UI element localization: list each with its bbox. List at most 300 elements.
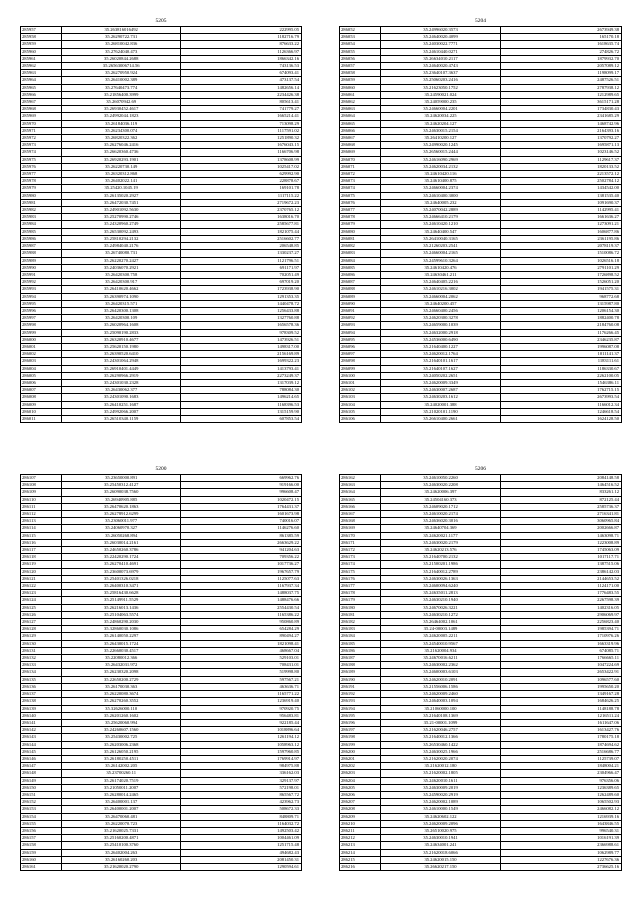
id-cell: 286130 [21, 640, 62, 647]
table-row [340, 784, 622, 791]
table-row [340, 619, 622, 626]
value-cell: 1624128.50 [501, 415, 622, 422]
value-cell: 597567.21 [181, 676, 302, 683]
id-cell: 286205 [340, 784, 381, 791]
code-cell: 35.24630007.2687 [381, 387, 501, 394]
value-cell: 1198099.17 [501, 70, 622, 77]
value-cell: 691171.97 [181, 264, 302, 271]
code-cell: 35.26280014.2465 [61, 791, 181, 798]
id-cell: 286097 [340, 351, 381, 358]
table-row [340, 849, 622, 856]
id-cell: 286170 [340, 532, 381, 539]
id-cell: 286082 [340, 243, 381, 250]
value-cell: 1168396.53 [181, 401, 302, 408]
code-cell: 35.25270990.2746 [61, 214, 181, 221]
value-cell: 165170.18 [501, 34, 622, 41]
id-cell: 286148 [21, 770, 62, 777]
value-cell: 2346235.87 [501, 336, 622, 343]
table-row [340, 568, 622, 575]
id-cell: 285966 [21, 91, 62, 98]
code-cell: 35.24590020.2919 [381, 791, 501, 798]
table-row [340, 235, 622, 242]
value-cell: 1125739.07 [501, 755, 622, 762]
code-cell: 35.24992066.2007 [61, 408, 181, 415]
id-cell: 286059 [340, 77, 381, 84]
value-cell: 3615171.28 [501, 99, 622, 106]
code-cell: 35.24670026.3221 [381, 604, 501, 611]
id-cell: 286181 [340, 611, 381, 618]
id-cell: 285995 [21, 300, 62, 307]
table-row [21, 532, 302, 539]
value-cell: 2078119.37 [501, 243, 622, 250]
id-cell: 286129 [21, 633, 62, 640]
id-cell: 286153 [21, 806, 62, 813]
value-cell: 674085.71 [501, 647, 622, 654]
id-cell: 286115 [21, 532, 62, 539]
value-cell: 1597960.85 [181, 748, 302, 755]
value-cell: 2057089.12 [501, 63, 622, 70]
table-row [21, 734, 302, 741]
code-cell: 35.24609020.1712 [381, 503, 501, 510]
code-cell: 35.26820322.362 [61, 135, 181, 142]
table-row [340, 149, 622, 156]
code-cell: 35.24650260.3786 [61, 547, 181, 554]
value-cell: 1164032.72 [181, 820, 302, 827]
table-row [340, 214, 622, 221]
value-cell: 1261194.12 [181, 734, 302, 741]
page-panel-4 [339, 464, 622, 871]
table-row [21, 336, 302, 343]
table-row [21, 300, 302, 307]
table-row [340, 286, 622, 293]
value-cell: 2164393.16 [501, 127, 622, 134]
table-row [21, 849, 302, 856]
id-cell: 286068 [340, 142, 381, 149]
page-panel-3 [20, 464, 302, 871]
table-row [340, 264, 622, 271]
table-row [21, 503, 302, 510]
table-row [21, 401, 302, 408]
id-cell: 286142 [21, 727, 62, 734]
id-cell: 286084 [340, 257, 381, 264]
code-cell: 35.26920293.1901 [61, 156, 181, 163]
value-cell: 508672.33 [181, 806, 302, 813]
table-row [340, 343, 622, 350]
code-cell: 35.24996020.3573 [381, 27, 501, 34]
id-cell: 286190 [340, 676, 381, 683]
code-cell: 35.24590021.024 [381, 91, 501, 98]
id-cell: 286141 [21, 719, 62, 726]
value-cell: 1182716.79 [181, 34, 302, 41]
code-cell: 35.24635011.2813 [381, 590, 501, 597]
code-cell: 35.263816016492 [61, 27, 181, 34]
code-cell: 35.24640020.4099 [381, 34, 501, 41]
id-cell: 286159 [21, 849, 62, 856]
code-cell: 35.26740080.731 [61, 250, 181, 257]
id-cell: 286109 [21, 489, 62, 496]
value-cell: 2081450.31 [181, 856, 302, 863]
table-row [21, 351, 302, 358]
table-row [21, 99, 302, 106]
table-row [21, 619, 302, 626]
code-cell: 35.26270260.3552 [61, 698, 181, 705]
code-cell: 35.24640704.369 [381, 525, 501, 532]
code-cell: 35.26390974.1090 [61, 293, 181, 300]
value-cell: 1665214.41 [181, 113, 302, 120]
code-cell: 35.27640473.774 [61, 84, 181, 91]
code-cell: 35.25420.1045.19 [61, 185, 181, 192]
value-cell: 861385.59 [181, 532, 302, 539]
id-cell: 286006 [21, 379, 62, 386]
code-cell: 35.26216013.1436 [61, 604, 181, 611]
code-cell: 35.24620012.1764 [381, 351, 501, 358]
code-cell: 35.24990020.1245 [381, 142, 501, 149]
id-cell: 285999 [21, 329, 62, 336]
table-row [21, 55, 302, 62]
code-cell: 35.26320910.4677 [61, 336, 181, 343]
code-cell: 35.24620602.122 [381, 813, 501, 820]
table-row [21, 221, 302, 228]
value-cell: 1510086.72 [501, 250, 622, 257]
value-cell: 206548.85 [181, 243, 302, 250]
table-row [340, 127, 622, 134]
value-cell: 1661636.27 [501, 214, 622, 221]
table-row [21, 235, 302, 242]
table-row [21, 120, 302, 127]
value-cell: 2256823.40 [501, 619, 622, 626]
value-cell: 1317039.12 [181, 379, 302, 386]
table-row [340, 496, 622, 503]
table-row [340, 228, 622, 235]
table-row [340, 683, 622, 690]
id-cell: 286003 [21, 358, 62, 365]
table-row [340, 575, 622, 582]
id-cell: 286182 [340, 619, 381, 626]
value-cell: 1142995.41 [501, 207, 622, 214]
code-cell: 35.24630002.2362 [381, 662, 501, 669]
code-cell: 35.26430015.1724 [61, 640, 181, 647]
table-row [340, 705, 622, 712]
table-row [340, 503, 622, 510]
value-cell: 1291353.35 [181, 293, 302, 300]
id-cell: 286076 [340, 199, 381, 206]
table-row [340, 401, 622, 408]
id-cell: 285964 [21, 77, 62, 84]
id-cell: 286140 [21, 712, 62, 719]
value-cell: 2736625.16 [501, 863, 622, 870]
code-cell: 35.24630203.1612 [381, 394, 501, 401]
id-cell: 286086 [340, 271, 381, 278]
value-cell: 1995650.20 [501, 683, 622, 690]
id-cell: 285971 [21, 127, 62, 134]
id-cell: 286080 [340, 228, 381, 235]
id-cell: 286192 [340, 691, 381, 698]
table-row [21, 171, 302, 178]
id-cell: 286200 [340, 748, 381, 755]
code-cell: 35.26184036.119 [61, 120, 181, 127]
table-row [21, 286, 302, 293]
code-cell: 35.26470620.1863 [61, 503, 181, 510]
code-cell: 35.21640012.1366 [381, 734, 501, 741]
id-cell: 286075 [340, 192, 381, 199]
id-cell: 286083 [340, 250, 381, 257]
code-cell: 35.26270950.924 [61, 70, 181, 77]
id-cell: 285974 [21, 149, 62, 156]
code-cell: 35.23060011.977 [61, 518, 181, 525]
value-cell: 1723938.90 [181, 286, 302, 293]
value-cell: 956483.81 [181, 712, 302, 719]
table-row [340, 669, 622, 676]
code-cell: 35.24620034.225 [381, 113, 501, 120]
value-cell: 1764431.37 [181, 503, 302, 510]
value-cell: 1370792.27 [501, 135, 622, 142]
id-cell: 286133 [21, 662, 62, 669]
id-cell: 286067 [340, 135, 381, 142]
value-cell: 1882400.78 [501, 315, 622, 322]
id-cell: 286191 [340, 683, 381, 690]
id-cell: 285977 [21, 171, 62, 178]
value-cell: 1676043.15 [181, 142, 302, 149]
table-row [340, 719, 622, 726]
value-cell: 2791101.29 [501, 264, 622, 271]
table-row [340, 257, 622, 264]
id-cell: 286214 [340, 849, 381, 856]
value-cell: 1473926.51 [181, 336, 302, 343]
table-row [21, 561, 302, 568]
code-cell: 35.26142002.205 [61, 763, 181, 770]
code-cell: 35.25430002.725 [61, 734, 181, 741]
table-row [21, 539, 302, 546]
code-cell: 35.24610400.3000 [381, 192, 501, 199]
table-row [21, 415, 302, 422]
table-row [340, 293, 622, 300]
code-cell: 35.24610420.1210 [381, 221, 501, 228]
value-cell: 1212989.65 [501, 91, 622, 98]
code-cell: 35.26410251.1687 [61, 401, 181, 408]
id-cell: 286065 [340, 120, 381, 127]
code-cell: 35.23640107.3637 [381, 70, 501, 77]
code-cell: 35.26020964.1608 [61, 322, 181, 329]
id-cell: 285957 [21, 27, 62, 34]
code-cell: 35.24504160.373 [381, 496, 501, 503]
code-cell: 35.26620360.4736 [61, 149, 181, 156]
code-cell: 35.26270410.4691 [61, 561, 181, 568]
code-cell: 35.26220080.3674 [61, 691, 181, 698]
id-cell: 286005 [21, 372, 62, 379]
value-cell: 1096577.60 [501, 676, 622, 683]
value-cell: 833261.12 [501, 489, 622, 496]
value-cell: 222995.05 [181, 27, 302, 34]
code-cell: 35.24301064.2948 [61, 358, 181, 365]
code-cell: 35.25090190.2833 [61, 329, 181, 336]
table-row [21, 156, 302, 163]
table-row [21, 257, 302, 264]
code-cell: 35.21640108.1369 [381, 712, 501, 719]
value-cell: 2386142.03 [501, 568, 622, 575]
table-row [21, 91, 302, 98]
table-row [340, 91, 622, 98]
table-row [21, 372, 302, 379]
table-row [340, 120, 622, 127]
code-cell: 35.24620006.397 [381, 489, 501, 496]
value-cell: 876633.22 [181, 41, 302, 48]
table-row [21, 741, 302, 748]
code-cell: 35.26174020.7519 [61, 777, 181, 784]
id-cell: 286178 [340, 590, 381, 597]
code-cell: 35.26940905.885 [61, 496, 181, 503]
code-cell: 35.26220270.2427 [61, 257, 181, 264]
value-cell: 1004461.09 [181, 835, 302, 842]
id-cell: 285975 [21, 156, 62, 163]
value-cell: 1482656.14 [181, 84, 302, 91]
code-cell: 35.26432031.972 [61, 662, 181, 669]
id-cell: 285982 [21, 207, 62, 214]
table-row [340, 763, 622, 770]
code-cell: 35.21050011.2007 [61, 784, 181, 791]
table-row [21, 719, 302, 726]
table-row [21, 379, 302, 386]
table-row [340, 63, 622, 70]
id-cell: 286161 [21, 863, 62, 870]
table-row [21, 27, 302, 34]
code-cell: 35.21640012.2789 [381, 568, 501, 575]
id-cell: 285998 [21, 322, 62, 329]
id-cell: 286108 [21, 482, 62, 489]
value-cell: 1016191.39 [501, 835, 622, 842]
table-row [21, 763, 302, 770]
value-cell: 1216511.24 [501, 712, 622, 719]
id-cell: 286184 [340, 633, 381, 640]
id-cell: 285960 [21, 48, 62, 55]
table-row [21, 554, 302, 561]
id-cell: 286064 [340, 113, 381, 120]
code-cell: 35.21020101.1190 [381, 408, 501, 415]
code-cell: 35.21620046.2757 [381, 727, 501, 734]
table-row [21, 683, 302, 690]
value-cell: 1165771.22 [181, 691, 302, 698]
id-cell: 286053 [340, 34, 381, 41]
code-cell: 35.26234300.074 [61, 127, 181, 134]
value-cell: 1017117.71 [501, 554, 622, 561]
table-row [21, 365, 302, 372]
table-row [21, 820, 302, 827]
value-cell: 1018896.64 [181, 727, 302, 734]
table-row [340, 863, 622, 870]
code-cell: 35.21640107.1627 [381, 365, 501, 372]
code-cell: 35.26290722.731 [61, 34, 181, 41]
value-cell: 1726898.52 [501, 271, 622, 278]
table-row [340, 554, 622, 561]
table-row [340, 77, 622, 84]
code-cell: 35.24630010.1941 [381, 835, 501, 842]
id-cell: 286202 [340, 763, 381, 770]
value-cell: 1985394.71 [501, 626, 622, 633]
id-cell: 286114 [21, 525, 62, 532]
table-row [340, 315, 622, 322]
code-cell: 35.24640003.1094 [381, 698, 501, 705]
id-cell: 286055 [340, 48, 381, 55]
id-cell: 286187 [340, 655, 381, 662]
code-cell: 35.24660004.2062 [381, 293, 501, 300]
value-cell: 2366988.61 [501, 842, 622, 849]
value-cell: 1606877.86 [501, 228, 622, 235]
table-row [21, 518, 302, 525]
value-cell: 1327760.88 [181, 315, 302, 322]
code-cell: 35.25450312.4127 [61, 482, 181, 489]
code-cell: 35.26420300.917 [61, 279, 181, 286]
value-cell: 741779.27 [181, 106, 302, 113]
table-row [21, 604, 302, 611]
id-cell: 286172 [340, 547, 381, 554]
code-cell: 35.26230320.2098 [61, 669, 181, 676]
code-cell: 35.24620009.2460 [381, 691, 501, 698]
table-row [21, 856, 302, 863]
value-cell: 2585677.81 [181, 221, 302, 228]
code-cell: 35.25620060.994 [61, 719, 181, 726]
code-cell: 35.26420300.758 [61, 271, 181, 278]
table-row [21, 127, 302, 134]
table-row [340, 84, 622, 91]
id-cell: 285962 [21, 63, 62, 70]
value-cell: 2361195.86 [501, 235, 622, 242]
code-cell: 35.22660030.4517 [61, 647, 181, 654]
table-row [340, 791, 622, 798]
value-cell: 1124171.00 [501, 583, 622, 590]
code-cell: 35.24620300.3278 [381, 315, 501, 322]
data-table [339, 26, 622, 423]
code-cell: 35.32860030.1086 [61, 626, 181, 633]
code-cell: 35.24301090.1683 [61, 394, 181, 401]
value-cell: 1463098.71 [501, 532, 622, 539]
table-row [21, 243, 302, 250]
code-cell: 35.26140050.2297 [61, 633, 181, 640]
id-cell: 285961 [21, 55, 62, 62]
value-cell: 1183111.61 [501, 358, 622, 365]
code-cell: 35.26410620.4662 [61, 286, 181, 293]
table-row [340, 741, 622, 748]
code-cell: 35.25620150.1980 [61, 343, 181, 350]
id-cell: 286193 [340, 698, 381, 705]
value-cell: 950860.89 [181, 619, 302, 626]
id-cell: 286060 [340, 84, 381, 91]
data-table [20, 26, 302, 423]
value-cell: 1526051.20 [501, 279, 622, 286]
code-cell: 35.24020001.388 [381, 401, 501, 408]
code-cell: 35.26510020.975 [381, 827, 501, 834]
table-row [21, 394, 302, 401]
id-cell: 286004 [21, 365, 62, 372]
value-cell: 976356.06 [501, 777, 622, 784]
id-cell: 286069 [340, 149, 381, 156]
table-row [21, 712, 302, 719]
value-cell: 2084148.58 [501, 475, 622, 482]
table-row [340, 655, 622, 662]
id-cell: 286081 [340, 235, 381, 242]
code-cell: 35.24992044.1823 [61, 113, 181, 120]
value-cell: 1148188.78 [501, 705, 622, 712]
value-cell: 1734830.43 [501, 106, 622, 113]
table-row [340, 539, 622, 546]
code-cell: 35.25104063.5574 [61, 611, 181, 618]
code-cell: 35.26220070.723 [61, 820, 181, 827]
id-cell: 286143 [21, 734, 62, 741]
id-cell: 286096 [340, 343, 381, 350]
id-cell: 286094 [340, 329, 381, 336]
id-cell: 286215 [340, 856, 381, 863]
code-cell: 35.26420300.109 [61, 315, 181, 322]
id-cell: 286163 [340, 482, 381, 489]
code-cell: 35.26126050.2195 [61, 748, 181, 755]
